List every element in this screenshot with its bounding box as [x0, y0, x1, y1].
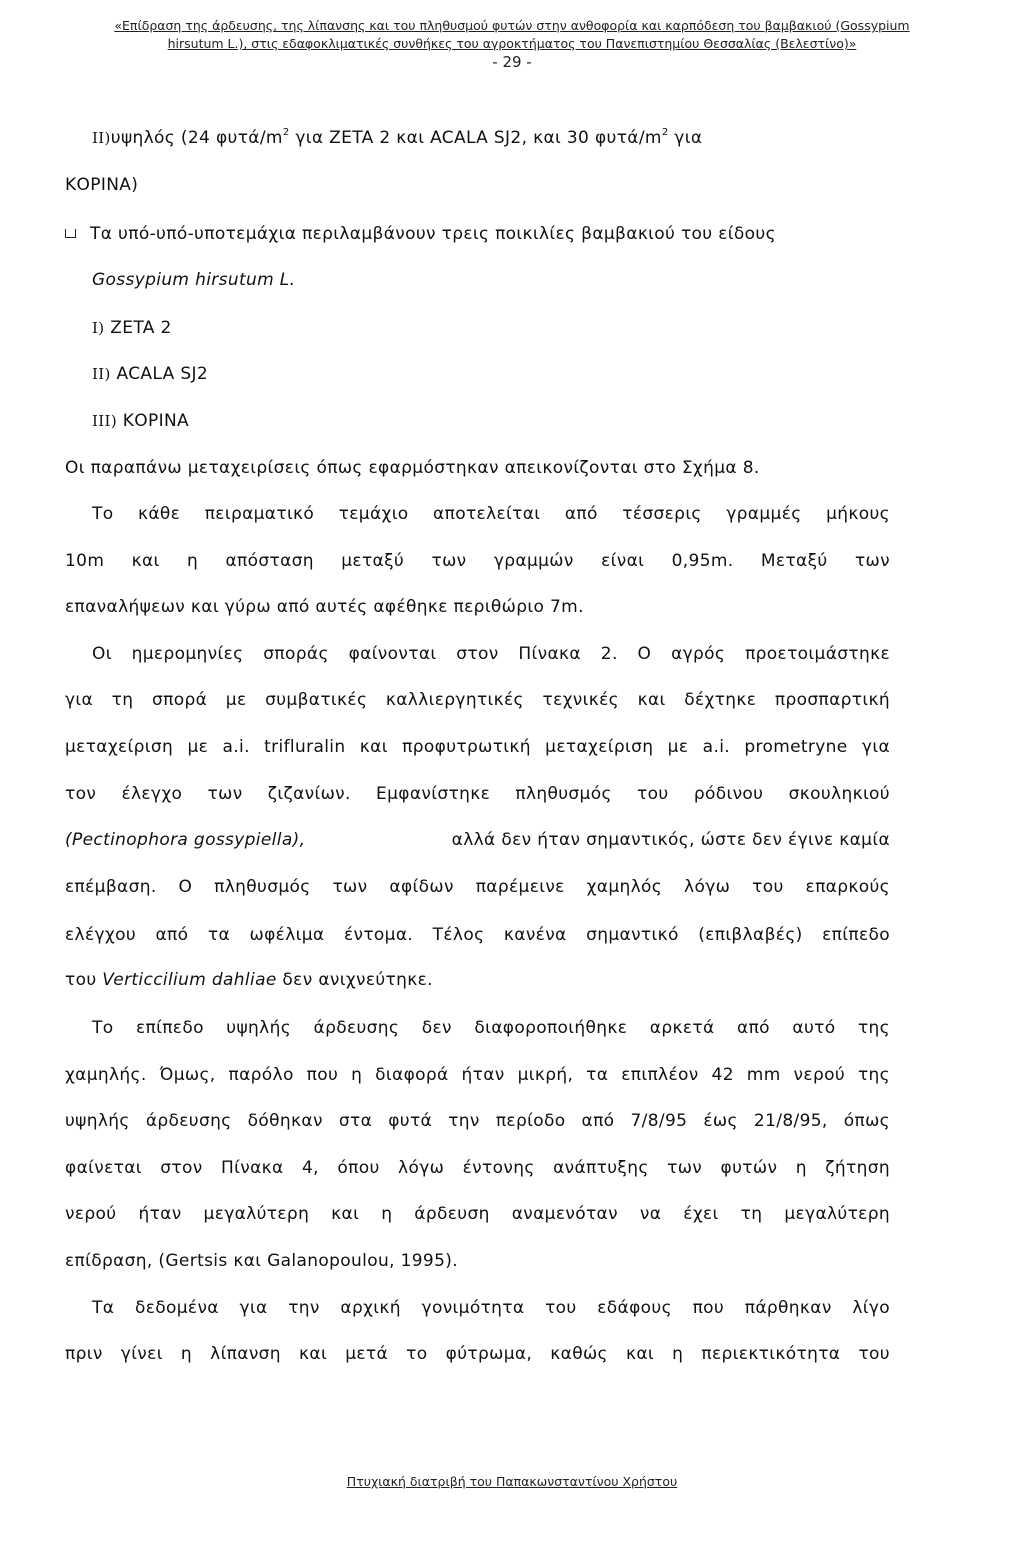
roman-numeral: II) [92, 129, 111, 147]
paragraph-3-line-7: ελέγχου από τα ωφέλιμα έντομα. Τέλος κανένα σημαντικό (επιβλαβές) επίπεδο [65, 925, 890, 945]
paragraph-4-line-4: φαίνεται στον Πίνακα 4, όπου λόγω έντονης ανάπτυξης των φυτών η ζήτηση [65, 1158, 890, 1178]
paragraph-4-line-2: χαμηλής. Όμως, παρόλο που η διαφορά ήταν μικρή, τα επιπλέον 42 mm νερού της [65, 1065, 890, 1085]
paragraph-4-line-5: νερού ήταν μεγαλύτερη και η άρδευση αναμενόταν να έχει τη μεγαλύτερη [65, 1204, 890, 1224]
variety-3: III) ΚΟΡΙΝΑ [92, 411, 190, 431]
paragraph-3-line-4: τον έλεγχο των ζιζανίων. Εμφανίστηκε πληθυσμός του ρόδινου σκουληκιού [65, 784, 890, 804]
paragraph-3-line-3: μεταχείριση με a.i. trifluralin και προφυτρωτική μεταχείριση με a.i. prometryne για [65, 737, 890, 757]
paragraph-2-line-2: 10m και η απόσταση μεταξύ των γραμμών είναι 0,95m. Μεταξύ των [65, 551, 890, 571]
paragraph-4-line-3: υψηλής άρδευσης δόθηκαν στα φυτά την περίοδο από 7/8/95 έως 21/8/95, όπως [65, 1111, 890, 1131]
paragraph-2-line-1: Το κάθε πειραματικό τεμάχιο αποτελείται από τέσσερις γραμμές μήκους [92, 504, 890, 524]
checkbox-bullet-icon [65, 229, 76, 238]
variety-1: I) ZETA 2 [92, 318, 172, 338]
paragraph-4-line-1: Το επίπεδο υψηλής άρδευσης δεν διαφοροποιήθηκε αρκετά από αυτό της [92, 1018, 890, 1038]
paragraph-1: Οι παραπάνω μεταχειρίσεις όπως εφαρμόστηκαν απεικονίζονται στο Σχήμα 8. [65, 458, 760, 478]
paragraph-3-line-5: (Pectinophora gossypiella), αλλά δεν ήταν σημαντικός, ώστε δεν έγινε καμία [65, 830, 890, 850]
variety-2: II) ACALA SJ2 [92, 364, 209, 384]
paragraph-5-line-1: Τα δεδομένα για την αρχική γονιμότητα του εδάφους που πάρθηκαν λίγο [92, 1298, 890, 1318]
page-number: - 29 - [492, 53, 532, 71]
species-name: Gossypium hirsutum L. [92, 270, 296, 290]
paragraph-5-line-2: πριν γίνει η λίπανση και μετά το φύτρωμα, καθώς και η περιεκτικότητα του [65, 1344, 890, 1364]
paragraph-4-line-6: επίδραση, (Gertsis και Galanopoulou, 1995). [65, 1251, 459, 1271]
density-line-1: II)υψηλός (24 φυτά/$m^2$ για ZETA 2 και ACALA SJ2, και 30 φυτά/$m^2$ για [92, 127, 703, 148]
paragraph-3-line-6: επέμβαση. Ο πληθυσμός των αφίδων παρέμεινε χαμηλός λόγω του επαρκούς [65, 877, 890, 897]
bullet-item: Τα υπό-υπό-υποτεμάχια περιλαμβάνουν τρεις ποικιλίες βαμβακιού του είδους [65, 224, 776, 244]
running-header-line1: «Επίδραση της άρδευσης, της λίπανσης και του πληθυσμού φυτών στην ανθοφορία και καρπόδεση του βαμβακιού (Gossypium [114, 18, 910, 33]
paragraph-2-line-3: επαναλήψεων και γύρω από αυτές αφέθηκε περιθώριο 7m. [65, 597, 584, 617]
paragraph-3-line-8: του Verticcilium dahliae δεν ανιχνεύτηκε. [65, 970, 433, 990]
paragraph-3-line-1: Οι ημερομηνίες σποράς φαίνονται στον Πίνακα 2. Ο αγρός προετοιμάστηκε [92, 644, 890, 664]
density-line-2: ΚΟΡΙΝΑ) [65, 175, 139, 195]
running-header-line2: hirsutum L.), στις εδαφοκλιματικές συνθήκες του αγροκτήματος του Πανεπιστημίου Θεσσαλίας (Βελεστίνο)» [167, 36, 857, 51]
paragraph-3-line-2: για τη σπορά με συμβατικές καλλιεργητικές τεχνικές και δέχτηκε προσπαρτική [65, 690, 890, 710]
page-footer: Πτυχιακή διατριβή του Παπακωνσταντίνου Χρήστου [346, 1474, 678, 1489]
